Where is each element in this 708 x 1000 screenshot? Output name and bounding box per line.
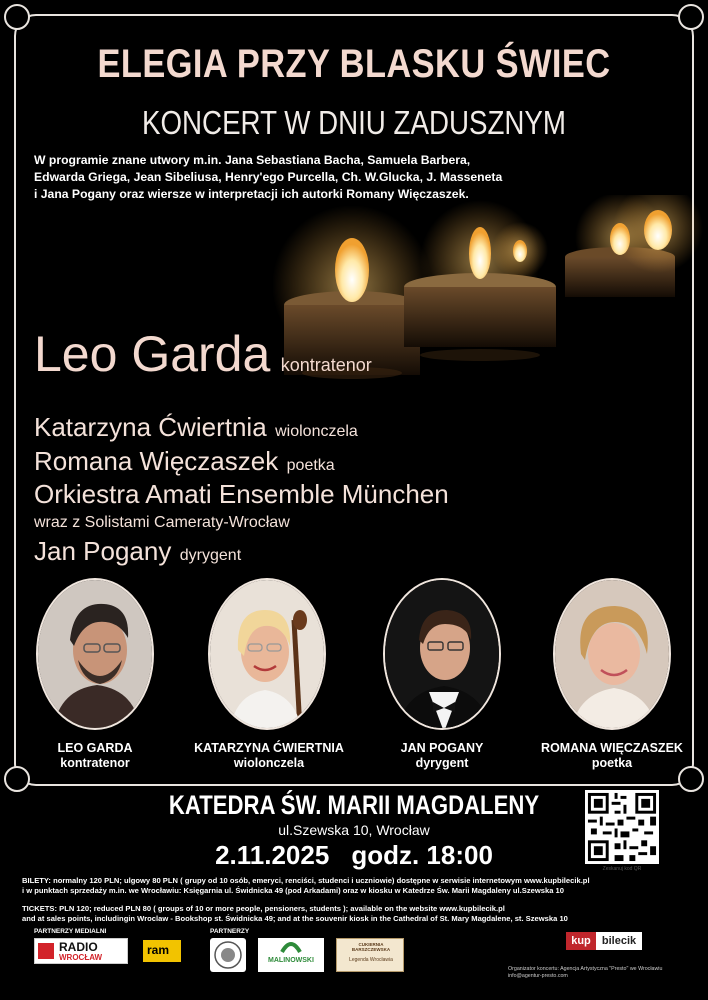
cast-role: poetka (286, 457, 335, 474)
portrait-caption-role: dyrygent (415, 756, 469, 770)
cast-role: wiolonczela (275, 423, 358, 440)
cast-name: Jan Pogany (34, 536, 172, 566)
portrait-caption-role: poetka (591, 756, 633, 770)
portrait-caption-role: wiolonczela (233, 756, 305, 770)
tickets-line: TICKETS: PLN 120; reduced PLN 80 ( groups of 10 or more people, pensioners, students ); available on the website www.kupbilecik.pl (22, 904, 505, 913)
event-time: godz. 18:00 (351, 840, 493, 870)
frame-corner-ornament (4, 4, 30, 30)
lead-role: kontratenor (280, 355, 372, 375)
portrait-romana-wieczaszek (553, 578, 671, 730)
cast-note: wraz z Solistami Cameraty-Wrocław (34, 514, 290, 531)
malinowski-logo (258, 938, 324, 972)
program-line: W programie znane utwory m.in. Jana Sebastiana Bacha, Samuela Barbera, (34, 153, 471, 167)
qr-code[interactable] (585, 790, 659, 864)
portrait-caption-name: JAN POGANY (400, 741, 484, 755)
ram-logo-text: ram (147, 943, 170, 957)
partners-label: PARTNERZY (210, 928, 250, 935)
portrait-caption (527, 741, 697, 771)
cukiernia-logo (336, 938, 404, 972)
kupbilecik-logo[interactable] (566, 932, 648, 950)
portrait-caption-name: ROMANA WIĘCZASZEK (541, 741, 683, 755)
portrait-caption (10, 741, 180, 771)
tickets-line: BILETY: normalny 120 PLN; ulgowy 80 PLN ( grupy od 10 osób, emeryci, renciści, studenci i uczniowie) dostępne w serwisie internetowym www.kupbilecik.pl (22, 876, 590, 885)
venue-address: ul.Szewska 10, Wrocław (278, 822, 430, 838)
program-line: i Jana Pogany oraz wiersze w interpretacji ich autorki Romany Więczaszek. (34, 187, 469, 201)
portrait-caption-role: kontratenor (60, 756, 130, 770)
poster-subtitle: KONCERT W DNIU ZADUSZNYM (141, 104, 567, 141)
tickets-english (22, 904, 692, 924)
media-partners-label: PARTNERZY MEDIALNI (34, 928, 107, 935)
radio-logo-subtext: WROCŁAW (59, 953, 103, 962)
radio-wroclaw-logo (34, 938, 128, 964)
tickets-polish (22, 876, 692, 896)
poster-title: ELEGIA PRZY BLASKU ŚWIEC (97, 42, 611, 86)
radio-logo-text: RADIO (59, 940, 98, 954)
radio-grid-icon (38, 943, 54, 959)
cast-name: Katarzyna Ćwiertnia (34, 412, 267, 442)
partner-seal-logo (210, 938, 246, 972)
organizer-info (508, 966, 662, 980)
cast-member (34, 412, 358, 443)
portrait-katarzyna-cwiertnia (208, 578, 326, 730)
organizer-line: Organizator koncertu: Agencja Artystyczna "Presto" we Wrocławiu (508, 966, 663, 972)
lead-name: Leo Garda (34, 326, 271, 382)
portrait-jan-pogany (383, 578, 501, 730)
cast-name: Orkiestra Amati Ensemble München (34, 479, 449, 509)
portrait-caption (184, 741, 354, 771)
lead-performer (34, 325, 372, 383)
cast-role: dyrygent (179, 547, 242, 564)
kup-text: kup (566, 932, 596, 950)
portrait-caption-name: KATARZYNA ĆWIERTNIA (194, 741, 344, 755)
organizer-email[interactable]: info@agentur-presto.com (508, 973, 568, 979)
tickets-line: i w punktach sprzedaży m.in. we Wrocławiu: Księgarnia ul. Świdnicka 49 (pod Arkadami) oraz w kiosku w Katedrze Św. Marii Magdaleny ul.Szewska 10 (22, 886, 564, 895)
cukiernia-logo-text: CUKIERNIA BARSZCZEWSKA (351, 942, 391, 952)
cast-member (34, 446, 335, 477)
cast-name: Romana Więczaszek (34, 446, 279, 476)
tickets-line: and at sales points, includingin Wroclaw - Bookshop st. Świdnicka 49; and at the souvenir kiosk in the Cathedral of St. Mary Magdalene, st. Szewska 10 (22, 914, 568, 923)
bilecik-text: bilecik (596, 932, 642, 950)
venue-name: KATEDRA ŚW. MARII MAGDALENY (168, 790, 540, 820)
qr-caption: Zeskanuj kod QR (602, 866, 642, 872)
cast-member (34, 536, 241, 567)
portrait-caption-name: LEO GARDA (57, 741, 133, 755)
malinowski-logo-text: MALINOWSKI (268, 957, 314, 964)
cukiernia-logo-subtext: Legenda Wrocławia (349, 957, 393, 963)
event-date: 2.11.2025 (215, 840, 330, 870)
program-line: Edwarda Griega, Jean Sibeliusa, Henry'ego Purcella, Ch. W.Glucka, J. Masseneta (34, 170, 503, 184)
portrait-leo-garda (36, 578, 154, 730)
radio-ram-logo (143, 940, 181, 962)
portrait-caption (357, 741, 527, 771)
frame-corner-ornament (678, 4, 704, 30)
cast-member (34, 479, 453, 510)
